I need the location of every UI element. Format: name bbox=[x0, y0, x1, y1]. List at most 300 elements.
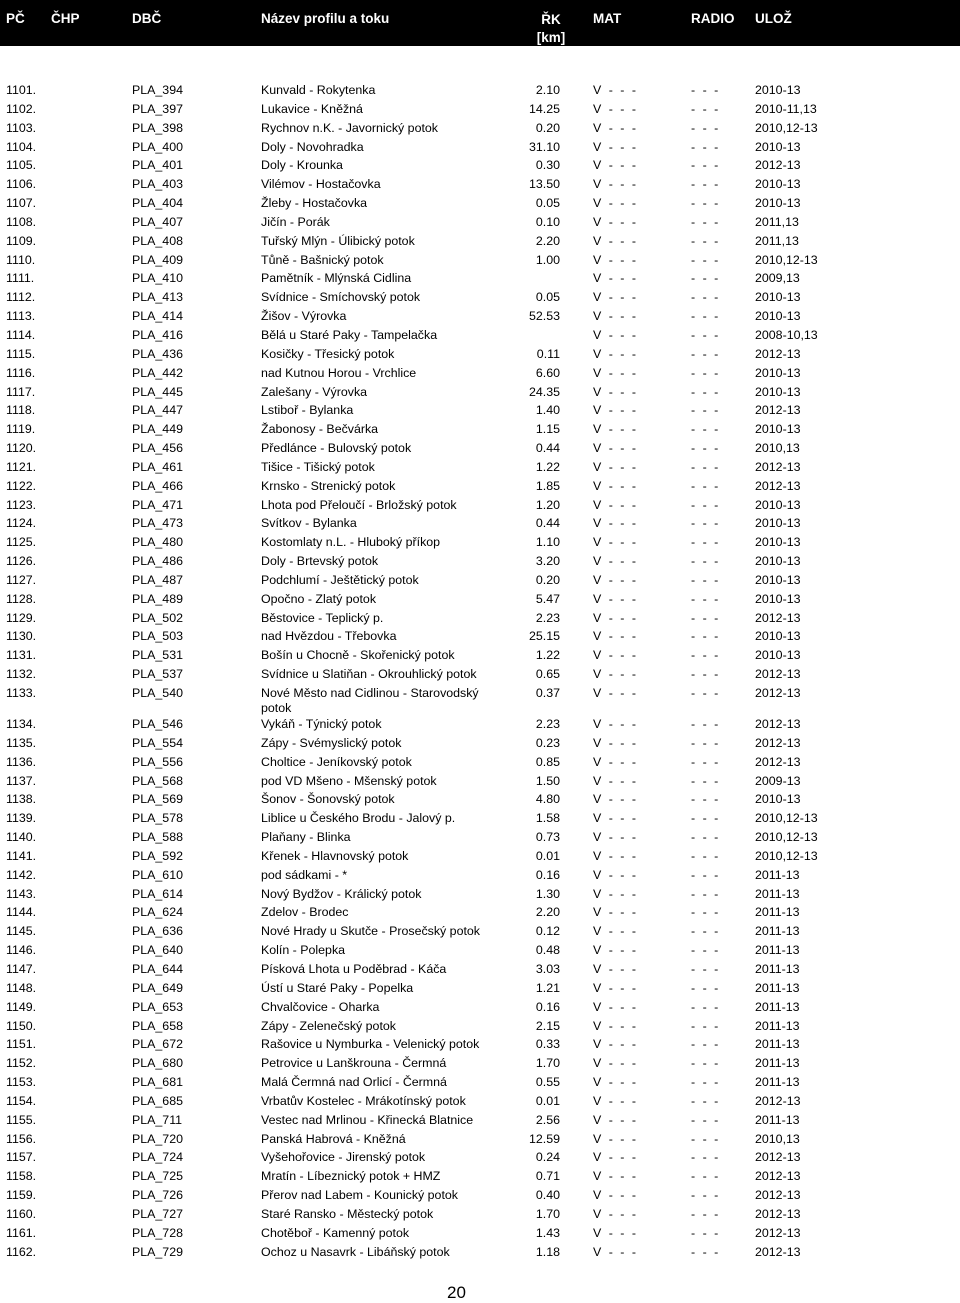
cell-rk: 2.15 bbox=[535, 1018, 560, 1033]
cell-uloz: 2010,13 bbox=[755, 441, 800, 456]
cell-rk: 2.20 bbox=[535, 905, 560, 920]
cell-uloz: 2012-13 bbox=[755, 717, 801, 731]
cell-pc: 1156. bbox=[6, 1131, 37, 1146]
cell-dbc: PLA_398 bbox=[132, 120, 183, 135]
cell-rk: 0.44 bbox=[535, 441, 560, 456]
cell-uloz: 2012-13 bbox=[755, 459, 801, 474]
cell-radio: - - - bbox=[691, 629, 719, 644]
table-row bbox=[0, 735, 960, 754]
cell-uloz: 2012-13 bbox=[755, 1244, 801, 1259]
table-row bbox=[0, 384, 960, 403]
cell-name: nad Kutnou Horou - Vrchlice bbox=[261, 365, 417, 380]
cell-pc: 1107. bbox=[6, 196, 37, 211]
cell-pc: 1158. bbox=[6, 1169, 37, 1184]
cell-mat: V - - - bbox=[593, 648, 636, 663]
cell-name: Vilémov - Hostačovka bbox=[261, 177, 381, 192]
cell-rk: 0.48 bbox=[535, 943, 560, 958]
cell-name: Kosičky - Třesický potok bbox=[261, 346, 395, 361]
cell-pc: 1119. bbox=[6, 422, 36, 437]
cell-name: Vykáň - Týnický potok bbox=[261, 717, 382, 731]
cell-pc: 1128. bbox=[6, 591, 37, 606]
table-row bbox=[0, 848, 960, 867]
table-row bbox=[0, 233, 960, 252]
cell-dbc: PLA_400 bbox=[132, 139, 183, 154]
cell-name: Zalešany - Výrovka bbox=[261, 384, 368, 399]
table-row bbox=[0, 867, 960, 886]
cell-name: Nové Město nad Cidlinou - Starovodský potok bbox=[261, 686, 479, 715]
table-row bbox=[0, 120, 960, 139]
cell-rk: 25.15 bbox=[528, 629, 560, 644]
cell-dbc: PLA_614 bbox=[132, 886, 183, 901]
cell-pc: 1146. bbox=[6, 943, 37, 958]
cell-radio: - - - bbox=[691, 867, 719, 882]
cell-rk: 2.20 bbox=[535, 233, 560, 248]
cell-uloz: 2010,12-13 bbox=[755, 120, 818, 135]
cell-radio: - - - bbox=[691, 252, 719, 267]
cell-pc: 1148. bbox=[6, 980, 37, 995]
cell-mat: V - - - bbox=[593, 867, 636, 882]
cell-pc: 1125. bbox=[6, 535, 37, 550]
cell-dbc: PLA_413 bbox=[132, 290, 183, 305]
cell-mat: V - - - bbox=[593, 792, 636, 807]
table-row bbox=[0, 497, 960, 516]
cell-mat: V - - - bbox=[593, 459, 636, 474]
cell-rk: 0.10 bbox=[535, 214, 560, 229]
cell-pc: 1110. bbox=[6, 252, 36, 267]
cell-dbc: PLA_466 bbox=[132, 478, 183, 493]
cell-rk: 0.16 bbox=[535, 867, 560, 882]
cell-mat: V - - - bbox=[593, 554, 636, 569]
cell-dbc: PLA_414 bbox=[132, 309, 183, 324]
cell-rk: 1.10 bbox=[535, 535, 560, 550]
cell-uloz: 2009-13 bbox=[755, 773, 801, 788]
cell-name: Ochoz u Nasavrk - Libáňský potok bbox=[261, 1244, 450, 1259]
cell-name: Kolín - Polepka bbox=[261, 943, 346, 958]
cell-mat: V - - - bbox=[593, 101, 636, 116]
cell-pc: 1117. bbox=[6, 384, 36, 399]
cell-rk: 0.71 bbox=[535, 1169, 560, 1184]
cell-rk: 1.70 bbox=[535, 1206, 560, 1221]
cell-dbc: PLA_407 bbox=[132, 214, 183, 229]
cell-uloz: 2010-13 bbox=[755, 365, 801, 380]
cell-uloz: 2012-13 bbox=[755, 754, 801, 769]
cell-mat: V - - - bbox=[593, 1018, 636, 1033]
cell-mat: V - - - bbox=[593, 943, 636, 958]
cell-name: Tišice - Tišický potok bbox=[261, 459, 375, 474]
header-pc: PČ bbox=[6, 11, 25, 26]
table-row bbox=[0, 610, 960, 629]
cell-mat: V - - - bbox=[593, 980, 636, 995]
cell-dbc: PLA_556 bbox=[132, 754, 183, 769]
cell-uloz: 2011-13 bbox=[755, 1075, 800, 1090]
cell-rk: 12.59 bbox=[528, 1131, 560, 1146]
cell-pc: 1154. bbox=[6, 1093, 37, 1108]
table-row bbox=[0, 1131, 960, 1150]
cell-name: Vrbatův Kostelec - Mrákotínský potok bbox=[261, 1093, 466, 1108]
cell-pc: 1151. bbox=[6, 1037, 37, 1052]
cell-radio: - - - bbox=[691, 290, 719, 305]
cell-mat: V - - - bbox=[593, 497, 636, 512]
cell-uloz: 2010-11,13 bbox=[755, 101, 817, 116]
cell-name: Chotěboř - Kamenný potok bbox=[261, 1225, 410, 1240]
cell-mat: V - - - bbox=[593, 735, 636, 750]
cell-radio: - - - bbox=[691, 591, 719, 606]
cell-mat: V - - - bbox=[593, 403, 636, 418]
cell-dbc: PLA_447 bbox=[132, 403, 183, 418]
table-row bbox=[0, 791, 960, 810]
header-uloz: ULOŽ bbox=[755, 11, 792, 26]
cell-radio: - - - bbox=[691, 309, 719, 324]
cell-pc: 1121. bbox=[6, 459, 37, 474]
cell-uloz: 2008-10,13 bbox=[755, 327, 818, 342]
table-row bbox=[0, 716, 960, 735]
cell-name: Šonov - Šonovský potok bbox=[261, 792, 395, 807]
cell-name: Kostomlaty n.L. - Hluboký příkop bbox=[261, 535, 441, 550]
cell-rk: 0.37 bbox=[535, 686, 560, 700]
cell-uloz: 2012-13 bbox=[755, 1150, 801, 1165]
cell-radio: - - - bbox=[691, 686, 719, 700]
cell-rk: 0.05 bbox=[535, 196, 560, 211]
cell-dbc: PLA_724 bbox=[132, 1150, 183, 1165]
cell-mat: V - - - bbox=[593, 1206, 636, 1221]
cell-radio: - - - bbox=[691, 572, 719, 587]
cell-mat: V - - - bbox=[593, 120, 636, 135]
table-row bbox=[0, 591, 960, 610]
cell-uloz: 2010-13 bbox=[755, 196, 801, 211]
cell-uloz: 2009,13 bbox=[755, 271, 800, 286]
cell-radio: - - - bbox=[691, 980, 719, 995]
cell-radio: - - - bbox=[691, 139, 719, 154]
cell-mat: V - - - bbox=[593, 886, 636, 901]
cell-name: Malá Čermná nad Orlicí - Čermná bbox=[261, 1075, 447, 1090]
cell-dbc: PLA_531 bbox=[132, 648, 183, 663]
table-row bbox=[0, 1036, 960, 1055]
cell-mat: V - - - bbox=[593, 1037, 636, 1052]
cell-mat: V - - - bbox=[593, 961, 636, 976]
cell-dbc: PLA_672 bbox=[132, 1037, 183, 1052]
cell-dbc: PLA_649 bbox=[132, 980, 183, 995]
cell-name: Žleby - Hostačovka bbox=[261, 196, 368, 211]
cell-uloz: 2010-13 bbox=[755, 572, 801, 587]
cell-pc: 1160. bbox=[6, 1206, 37, 1221]
cell-pc: 1101. bbox=[6, 83, 37, 97]
header-chp: ČHP bbox=[51, 11, 80, 26]
cell-pc: 1140. bbox=[6, 830, 37, 845]
cell-name: Zápy - Zelenečský potok bbox=[261, 1018, 396, 1033]
cell-rk: 2.23 bbox=[535, 610, 560, 625]
cell-name: Pamětník - Mlýnská Cidlina bbox=[261, 271, 412, 286]
cell-radio: - - - bbox=[691, 754, 719, 769]
cell-name: Tuřský Mlýn - Úlibický potok bbox=[261, 233, 415, 248]
cell-radio: - - - bbox=[691, 120, 719, 135]
table-row bbox=[0, 1093, 960, 1112]
cell-uloz: 2010,12-13 bbox=[755, 252, 818, 267]
cell-dbc: PLA_680 bbox=[132, 1056, 183, 1071]
cell-name: Nový Bydžov - Králický potok bbox=[261, 886, 422, 901]
cell-rk: 1.43 bbox=[535, 1225, 560, 1240]
cell-name: Doly - Krounka bbox=[261, 158, 343, 173]
cell-rk: 0.20 bbox=[535, 120, 560, 135]
cell-pc: 1124. bbox=[6, 516, 37, 531]
cell-name: Opočno - Zlatý potok bbox=[261, 591, 377, 606]
cell-uloz: 2012-13 bbox=[755, 1225, 801, 1240]
cell-dbc: PLA_658 bbox=[132, 1018, 183, 1033]
cell-uloz: 2010-13 bbox=[755, 497, 801, 512]
cell-name: Předlánce - Bulovský potok bbox=[261, 441, 412, 456]
cell-dbc: PLA_461 bbox=[132, 459, 183, 474]
cell-pc: 1112. bbox=[6, 290, 36, 305]
table-row bbox=[0, 402, 960, 421]
cell-radio: - - - bbox=[691, 214, 719, 229]
cell-dbc: PLA_401 bbox=[132, 158, 183, 173]
cell-dbc: PLA_445 bbox=[132, 384, 183, 399]
table-row bbox=[0, 157, 960, 176]
cell-rk: 1.85 bbox=[535, 478, 560, 493]
cell-pc: 1161. bbox=[6, 1225, 37, 1240]
cell-pc: 1106. bbox=[6, 177, 37, 192]
cell-name: Panská Habrová - Kněžná bbox=[261, 1131, 406, 1146]
cell-name: Petrovice u Lanškrouna - Čermná bbox=[261, 1056, 447, 1071]
cell-mat: V - - - bbox=[593, 535, 636, 550]
cell-pc: 1162. bbox=[6, 1244, 37, 1259]
cell-dbc: PLA_436 bbox=[132, 346, 183, 361]
cell-name: Nové Hrady u Skutče - Prosečský potok bbox=[261, 924, 480, 939]
cell-rk: 6.60 bbox=[535, 365, 560, 380]
cell-name: Krnsko - Strenický potok bbox=[261, 478, 396, 493]
table-row bbox=[0, 980, 960, 999]
cell-mat: V - - - bbox=[593, 1056, 636, 1071]
cell-pc: 1116. bbox=[6, 365, 36, 380]
table-row bbox=[0, 685, 960, 716]
cell-uloz: 2012-13 bbox=[755, 1206, 801, 1221]
cell-mat: V - - - bbox=[593, 271, 636, 286]
cell-dbc: PLA_473 bbox=[132, 516, 183, 531]
cell-radio: - - - bbox=[691, 924, 719, 939]
table-row bbox=[0, 1074, 960, 1093]
header-radio: RADIO bbox=[691, 11, 735, 26]
cell-name: Lukavice - Kněžná bbox=[261, 101, 363, 116]
cell-name: Liblice u Českého Brodu - Jalový p. bbox=[261, 811, 456, 826]
cell-dbc: PLA_456 bbox=[132, 441, 183, 456]
table-row bbox=[0, 270, 960, 289]
cell-uloz: 2011,13 bbox=[755, 233, 799, 248]
cell-name: Rychnov n.K. - Javornický potok bbox=[261, 120, 438, 135]
cell-radio: - - - bbox=[691, 271, 719, 286]
cell-radio: - - - bbox=[691, 1075, 719, 1090]
cell-radio: - - - bbox=[691, 1131, 719, 1146]
cell-rk: 0.16 bbox=[535, 999, 560, 1014]
cell-uloz: 2010-13 bbox=[755, 139, 801, 154]
cell-rk: 31.10 bbox=[528, 139, 560, 154]
cell-rk: 0.33 bbox=[535, 1037, 560, 1052]
cell-name: Choltice - Jeníkovský potok bbox=[261, 754, 412, 769]
cell-radio: - - - bbox=[691, 384, 719, 399]
table-row bbox=[0, 346, 960, 365]
cell-pc: 1155. bbox=[6, 1112, 37, 1127]
cell-uloz: 2012-13 bbox=[755, 610, 801, 625]
cell-dbc: PLA_489 bbox=[132, 591, 183, 606]
cell-radio: - - - bbox=[691, 792, 719, 807]
table-row bbox=[0, 327, 960, 346]
cell-name: Mratín - Líbeznický potok + HMZ bbox=[261, 1169, 441, 1184]
cell-rk: 1.70 bbox=[535, 1056, 560, 1071]
cell-rk: 0.01 bbox=[535, 848, 560, 863]
cell-dbc: PLA_569 bbox=[132, 792, 183, 807]
cell-name: Kunvald - Rokytenka bbox=[261, 83, 376, 97]
cell-rk: 0.65 bbox=[535, 667, 560, 682]
cell-mat: V - - - bbox=[593, 252, 636, 267]
cell-pc: 1114. bbox=[6, 327, 36, 342]
cell-radio: - - - bbox=[691, 1188, 719, 1203]
table-row bbox=[0, 515, 960, 534]
cell-rk: 52.53 bbox=[528, 309, 560, 324]
cell-radio: - - - bbox=[691, 1093, 719, 1108]
cell-mat: V - - - bbox=[593, 233, 636, 248]
cell-uloz: 2012-13 bbox=[755, 686, 801, 700]
cell-name: Podchlumí - Ještětický potok bbox=[261, 572, 419, 587]
cell-rk: 0.01 bbox=[535, 1093, 560, 1108]
table-row bbox=[0, 961, 960, 980]
cell-dbc: PLA_471 bbox=[132, 497, 183, 512]
cell-rk: 2.56 bbox=[535, 1112, 560, 1127]
cell-mat: V - - - bbox=[593, 1244, 636, 1259]
cell-pc: 1147. bbox=[6, 961, 37, 976]
cell-rk: 3.03 bbox=[535, 961, 560, 976]
cell-mat: V - - - bbox=[593, 1169, 636, 1184]
cell-name: Rašovice u Nymburka - Velenický potok bbox=[261, 1037, 480, 1052]
cell-pc: 1127. bbox=[6, 572, 37, 587]
cell-dbc: PLA_442 bbox=[132, 365, 183, 380]
cell-rk: 4.80 bbox=[535, 792, 560, 807]
cell-radio: - - - bbox=[691, 961, 719, 976]
table-row bbox=[0, 289, 960, 308]
cell-mat: V - - - bbox=[593, 346, 636, 361]
cell-uloz: 2011-13 bbox=[755, 886, 800, 901]
cell-pc: 1102. bbox=[6, 101, 37, 116]
table-row bbox=[0, 923, 960, 942]
cell-dbc: PLA_726 bbox=[132, 1188, 183, 1203]
table-row bbox=[0, 999, 960, 1018]
table-row bbox=[0, 647, 960, 666]
cell-radio: - - - bbox=[691, 943, 719, 958]
table-row bbox=[0, 754, 960, 773]
cell-name: Jičín - Porák bbox=[261, 214, 330, 229]
cell-uloz: 2011-13 bbox=[755, 980, 800, 995]
cell-name: Plaňany - Blinka bbox=[261, 830, 351, 845]
cell-name: Bělá u Staré Paky - Tampelačka bbox=[261, 327, 438, 342]
cell-name: Svítkov - Bylanka bbox=[261, 516, 357, 531]
cell-pc: 1115. bbox=[6, 346, 36, 361]
cell-uloz: 2011-13 bbox=[755, 924, 800, 939]
cell-name: Žabonosy - Bečvárka bbox=[261, 422, 379, 437]
cell-pc: 1145. bbox=[6, 924, 37, 939]
cell-uloz: 2010-13 bbox=[755, 309, 801, 324]
cell-mat: V - - - bbox=[593, 441, 636, 456]
cell-radio: - - - bbox=[691, 717, 719, 731]
cell-pc: 1157. bbox=[6, 1150, 37, 1165]
cell-name: Lstiboř - Bylanka bbox=[261, 403, 354, 418]
cell-name: Vestec nad Mrlinou - Křinecká Blatnice bbox=[261, 1112, 474, 1127]
cell-rk: 1.58 bbox=[535, 811, 560, 826]
cell-radio: - - - bbox=[691, 422, 719, 437]
cell-rk: 1.22 bbox=[535, 459, 560, 474]
cell-name: Staré Ransko - Městecký potok bbox=[261, 1206, 434, 1221]
table-row bbox=[0, 1225, 960, 1244]
cell-uloz: 2012-13 bbox=[755, 403, 801, 418]
table-body bbox=[0, 82, 960, 1262]
cell-pc: 1149. bbox=[6, 999, 37, 1014]
cell-rk: 3.20 bbox=[535, 554, 560, 569]
cell-radio: - - - bbox=[691, 365, 719, 380]
cell-mat: V - - - bbox=[593, 177, 636, 192]
cell-uloz: 2012-13 bbox=[755, 735, 801, 750]
cell-rk: 1.20 bbox=[535, 497, 560, 512]
cell-pc: 1133. bbox=[6, 686, 37, 700]
cell-pc: 1126. bbox=[6, 554, 37, 569]
cell-name: Chvalčovice - Oharka bbox=[261, 999, 380, 1014]
cell-pc: 1138. bbox=[6, 792, 37, 807]
cell-pc: 1104. bbox=[6, 139, 37, 154]
cell-rk: 1.50 bbox=[535, 773, 560, 788]
cell-mat: V - - - bbox=[593, 1093, 636, 1108]
cell-mat: V - - - bbox=[593, 848, 636, 863]
cell-name: Křenek - Hlavnovský potok bbox=[261, 848, 409, 863]
cell-uloz: 2011,13 bbox=[755, 214, 799, 229]
table-row bbox=[0, 1018, 960, 1037]
cell-radio: - - - bbox=[691, 497, 719, 512]
header-dbc: DBČ bbox=[132, 11, 162, 26]
table-row bbox=[0, 904, 960, 923]
cell-mat: V - - - bbox=[593, 572, 636, 587]
cell-mat: V - - - bbox=[593, 754, 636, 769]
cell-uloz: 2012-13 bbox=[755, 346, 801, 361]
cell-uloz: 2010,13 bbox=[755, 1131, 800, 1146]
cell-radio: - - - bbox=[691, 1150, 719, 1165]
cell-rk: 0.20 bbox=[535, 572, 560, 587]
cell-rk: 0.85 bbox=[535, 754, 560, 769]
table-row bbox=[0, 886, 960, 905]
table-row bbox=[0, 1168, 960, 1187]
cell-name: pod VD Mšeno - Mšenský potok bbox=[261, 773, 437, 788]
cell-pc: 1136. bbox=[6, 754, 37, 769]
cell-dbc: PLA_568 bbox=[132, 773, 183, 788]
table-row bbox=[0, 628, 960, 647]
cell-radio: - - - bbox=[691, 535, 719, 550]
cell-pc: 1135. bbox=[6, 735, 37, 750]
table-row bbox=[0, 666, 960, 685]
cell-mat: V - - - bbox=[593, 629, 636, 644]
cell-rk: 2.23 bbox=[535, 717, 560, 731]
cell-mat: V - - - bbox=[593, 309, 636, 324]
cell-rk: 5.47 bbox=[535, 591, 560, 606]
cell-uloz: 2010-13 bbox=[755, 83, 801, 97]
cell-pc: 1132. bbox=[6, 667, 37, 682]
cell-pc: 1153. bbox=[6, 1075, 37, 1090]
cell-dbc: PLA_685 bbox=[132, 1093, 183, 1108]
cell-rk: 1.30 bbox=[535, 886, 560, 901]
cell-uloz: 2010,12-13 bbox=[755, 811, 818, 826]
cell-rk: 0.55 bbox=[535, 1075, 560, 1090]
header-name: Název profilu a toku bbox=[261, 11, 390, 26]
cell-uloz: 2012-13 bbox=[755, 667, 801, 682]
cell-radio: - - - bbox=[691, 773, 719, 788]
cell-mat: V - - - bbox=[593, 1131, 636, 1146]
cell-radio: - - - bbox=[691, 905, 719, 920]
table-row bbox=[0, 810, 960, 829]
cell-radio: - - - bbox=[691, 478, 719, 493]
table-row bbox=[0, 252, 960, 271]
page-number: 20 bbox=[447, 1283, 466, 1302]
